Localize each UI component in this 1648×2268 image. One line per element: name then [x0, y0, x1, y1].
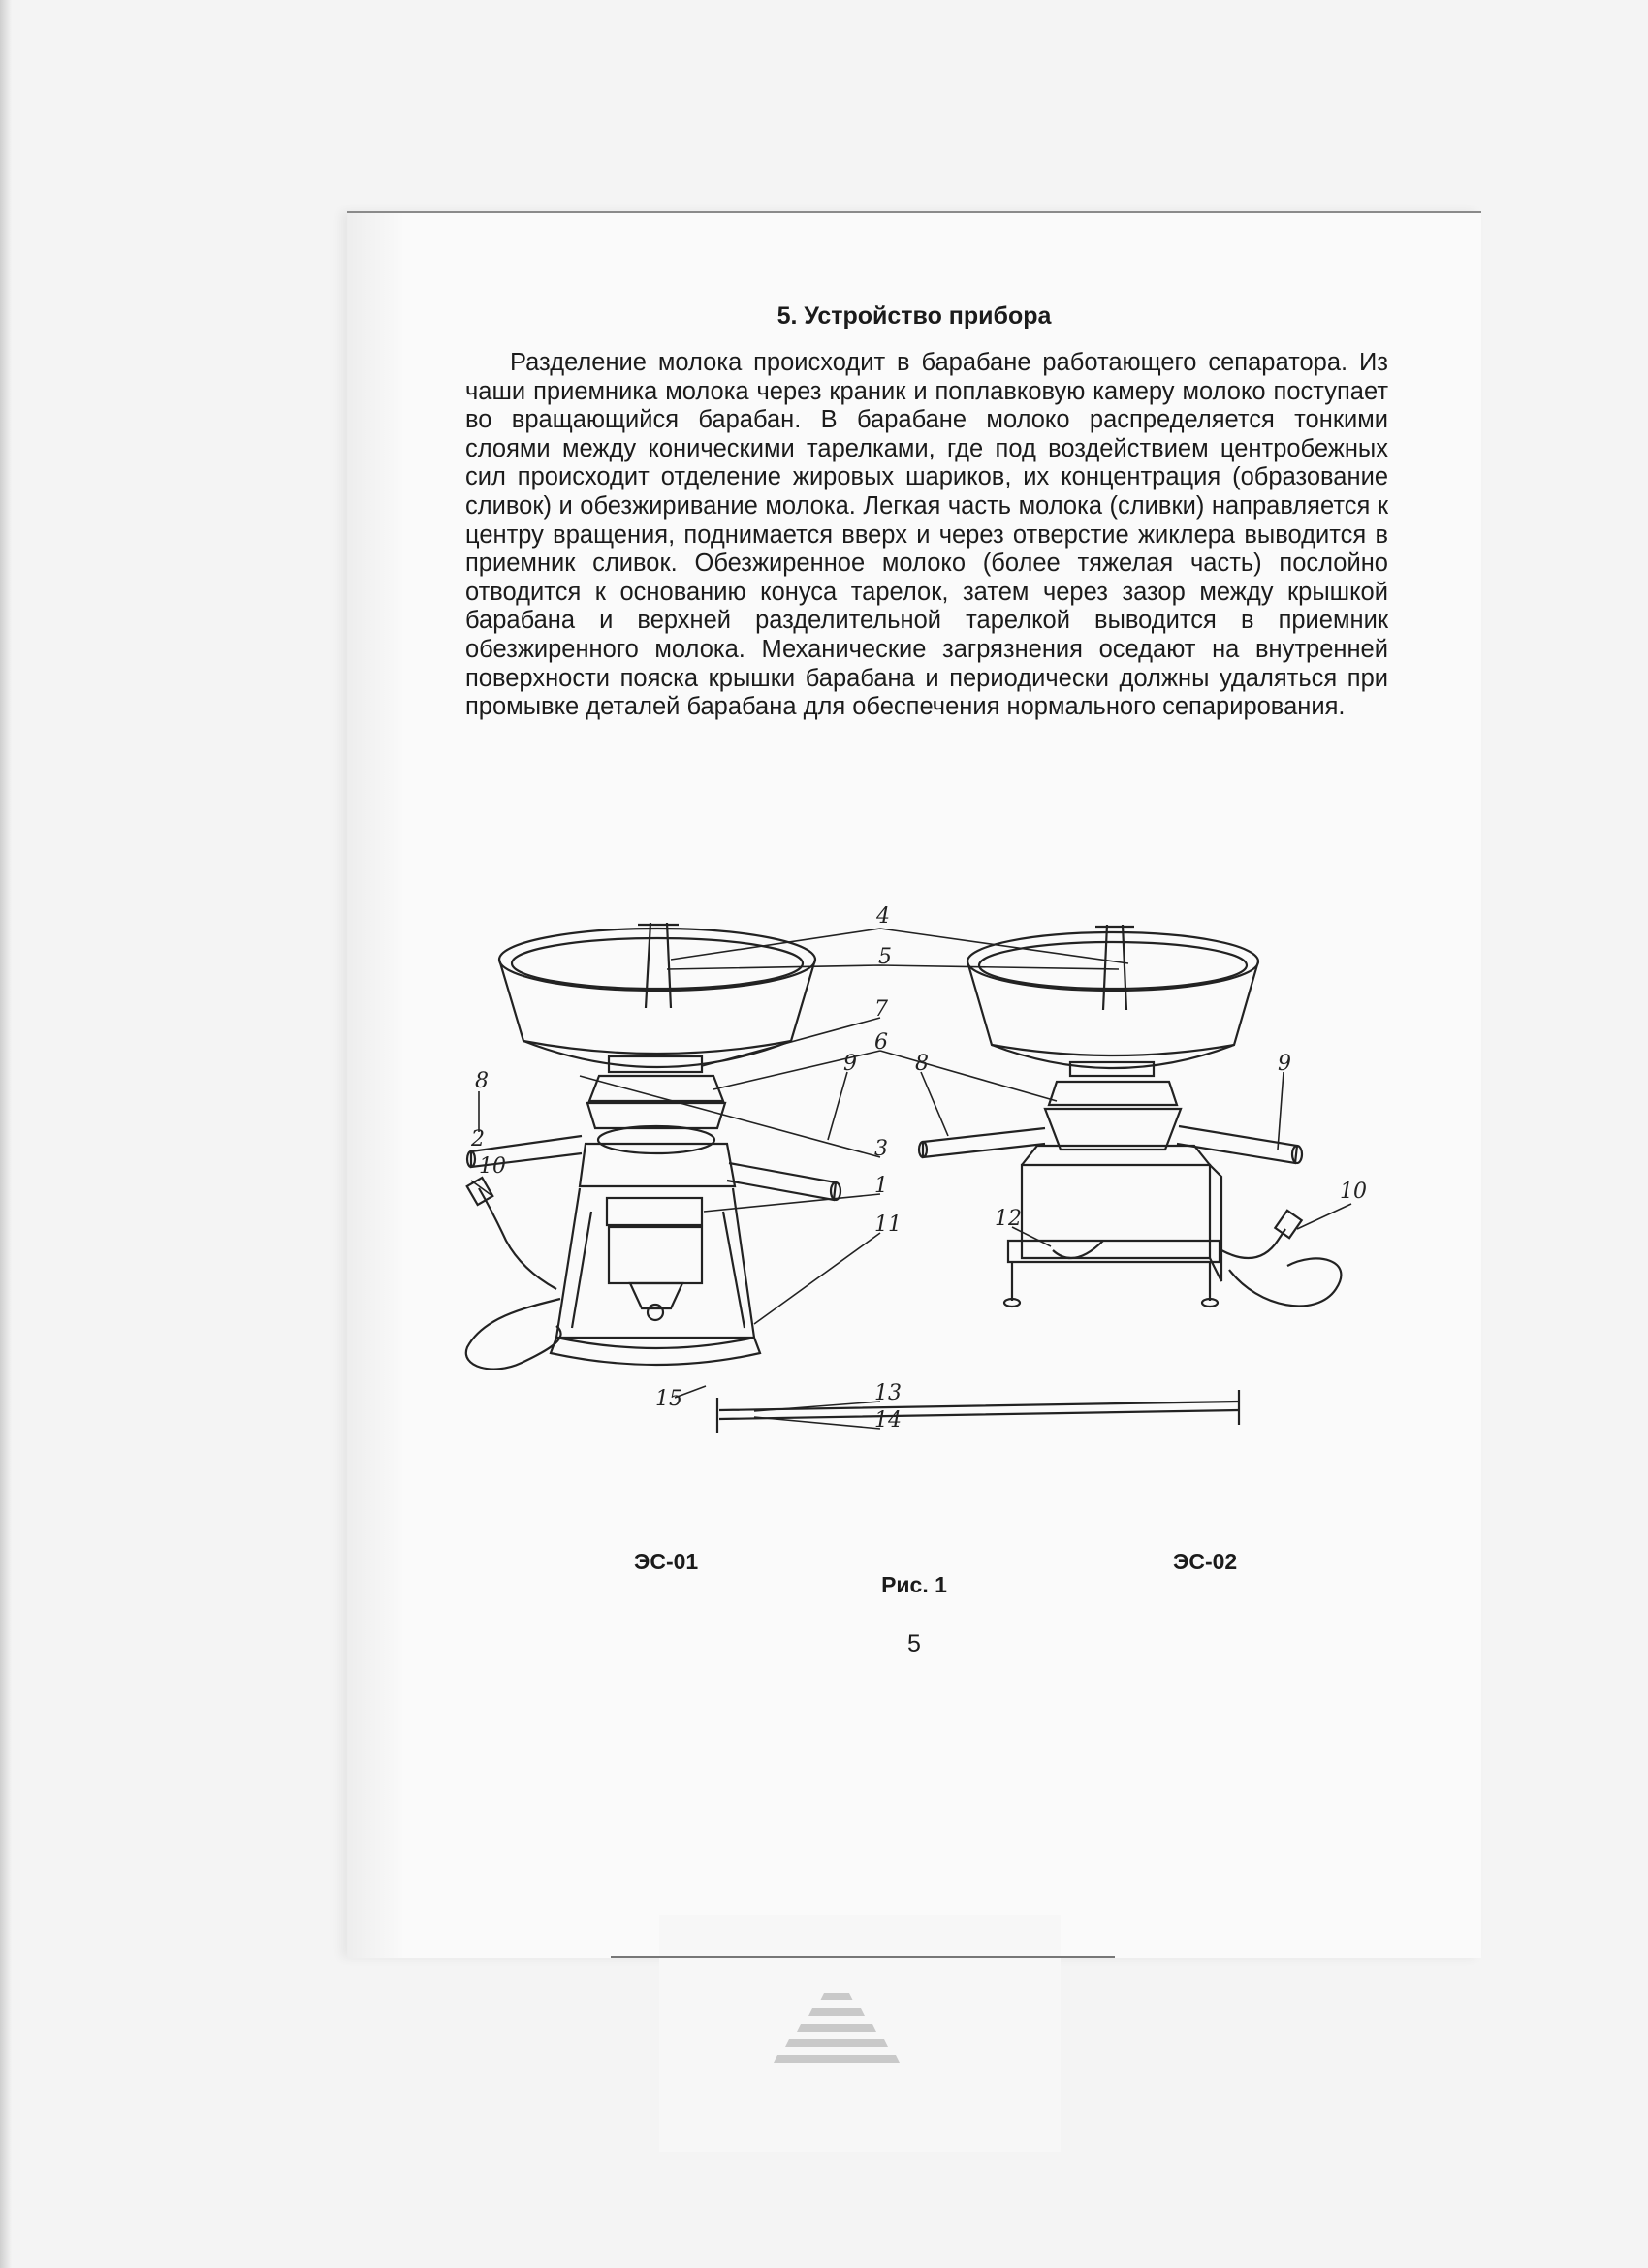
callout-8-left: 8 — [475, 1069, 489, 1093]
callout-13: 13 — [874, 1381, 902, 1405]
model-label-es02: ЭС-02 — [1173, 1549, 1238, 1574]
callout-2: 2 — [471, 1127, 485, 1151]
callout-4: 4 — [876, 904, 890, 929]
document-page — [347, 211, 1481, 1958]
callout-11: 11 — [874, 1213, 902, 1237]
separator-es02-drawing — [919, 925, 1341, 1307]
leader-lines — [471, 929, 1351, 1429]
callout-12: 12 — [995, 1207, 1022, 1231]
publisher-logo — [659, 1915, 1061, 2152]
callout-15: 15 — [655, 1387, 682, 1411]
callout-8-right: 8 — [915, 1052, 929, 1076]
bottom-rule — [611, 1956, 1115, 1958]
figure-caption: Рис. 1 — [881, 1572, 947, 1597]
body-paragraph: Разделение молока происходит в барабане работающего сепаратора. Из чаши приемника молока через краник и поплавковую камеру молоко поступает во вращающийся барабан. В барабане молоко распределяется тонкими слоями между коническими тарелками, где под воздействием центробежных сил происходит отделение жировых шариков, их концентрация (образование сливок) и обезжиривание молока. Легкая часть молока (сливки) направляется к центру вращения, поднимается вверх и через отверстие жиклера выводится в приемник сливок. Обезжиренное молоко (более тяжелая часть) послойно отводится к основанию конуса тарелок, затем через зазор между крышкой барабана и верхней разделительной тарелкой выводится в приемник обезжиренного молока. Механические загрязнения оседают на внутренней поверхности пояска крышки барабана и периодически должны удаляться при промывке деталей барабана для обеспечения нормального сепарирования. — [465, 349, 1388, 721]
callout-7: 7 — [874, 997, 888, 1022]
callout-10-right: 10 — [1340, 1180, 1367, 1204]
callout-14: 14 — [874, 1408, 902, 1433]
callout-5: 5 — [878, 945, 892, 969]
callout-1: 1 — [874, 1174, 888, 1198]
separator-figure — [463, 904, 1375, 1560]
page-number: 5 — [907, 1630, 921, 1657]
model-label-es01: ЭС-01 — [634, 1549, 699, 1574]
callout-9-right: 9 — [1278, 1052, 1291, 1076]
section-title: 5. Устройство прибора — [776, 302, 1052, 330]
callout-3: 3 — [874, 1137, 888, 1161]
scan-edge — [0, 0, 12, 2268]
callout-9-left: 9 — [843, 1052, 857, 1076]
callout-6: 6 — [874, 1030, 888, 1055]
callout-10-left: 10 — [479, 1154, 506, 1179]
page-shade — [347, 213, 405, 1958]
stairs-logo-icon — [659, 1915, 1061, 2152]
